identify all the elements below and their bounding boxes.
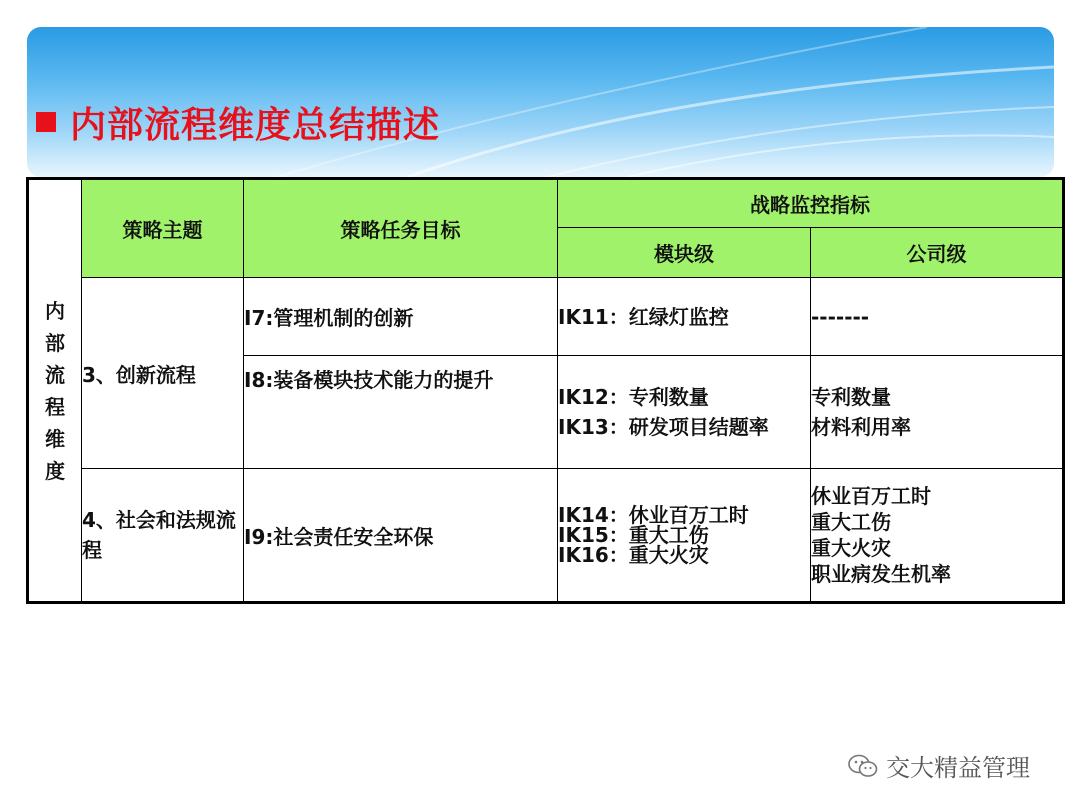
company-indicator: 材料利用率 [811, 415, 911, 439]
header-strategy-task-goal: 策略任务目标 [244, 179, 558, 278]
title-bullet-icon [36, 112, 56, 132]
table-row [28, 278, 1064, 356]
module-indicator: IK16：重大火灾 [558, 543, 709, 567]
company-indicator-cell [811, 356, 1064, 469]
company-indicator: 职业病发生机率 [811, 562, 951, 586]
company-indicator-cell [811, 278, 1064, 356]
company-indicator: 专利数量 [811, 385, 891, 409]
goal-text: I8:装备模块技术能力的提升 [244, 368, 494, 392]
watermark [848, 748, 1030, 783]
theme-cell [82, 278, 244, 469]
header-module-level: 模块级 [558, 228, 811, 278]
company-indicator: 重大火灾 [811, 536, 891, 560]
goal-text: I9:社会责任安全环保 [244, 524, 434, 549]
theme-text: 4、社会和法规流程 [82, 508, 236, 562]
goal-text: I7:管理机制的创新 [244, 306, 414, 330]
company-indicator-cell [811, 469, 1064, 603]
goal-cell [244, 356, 558, 469]
header-strategy-theme: 策略主题 [82, 179, 244, 278]
goal-cell [244, 469, 558, 603]
wechat-icon [848, 753, 878, 779]
header-company-level: 公司级 [811, 228, 1064, 278]
summary-table [26, 177, 1065, 604]
module-indicator-cell [558, 278, 811, 356]
watermark-text: 交大精益管理 [886, 754, 1030, 782]
module-indicator: IK13：研发项目结题率 [558, 415, 769, 439]
module-indicator-cell [558, 356, 811, 469]
company-indicator: 休业百万工时 [811, 484, 931, 508]
module-indicator-cell [558, 469, 811, 603]
company-indicator: 重大工伤 [811, 510, 891, 534]
module-indicator: IK12：专利数量 [558, 385, 709, 409]
goal-cell [244, 278, 558, 356]
table-row [28, 469, 1064, 603]
module-indicator: IK15：重大工伤 [558, 523, 709, 547]
module-indicator: IK11：红绿灯监控 [558, 304, 729, 329]
theme-text: 3、创新流程 [82, 362, 196, 387]
dimension-label: 内部流程维度 [45, 298, 65, 483]
company-indicator: ------- [811, 304, 870, 329]
dimension-label-cell [28, 179, 82, 603]
module-indicator: IK14：休业百万工时 [558, 503, 749, 527]
page-title: 内部流程维度总结描述 [70, 104, 441, 146]
theme-cell [82, 469, 244, 603]
page-title-group [36, 92, 440, 152]
header-strategic-monitoring: 战略监控指标 [558, 179, 1064, 228]
